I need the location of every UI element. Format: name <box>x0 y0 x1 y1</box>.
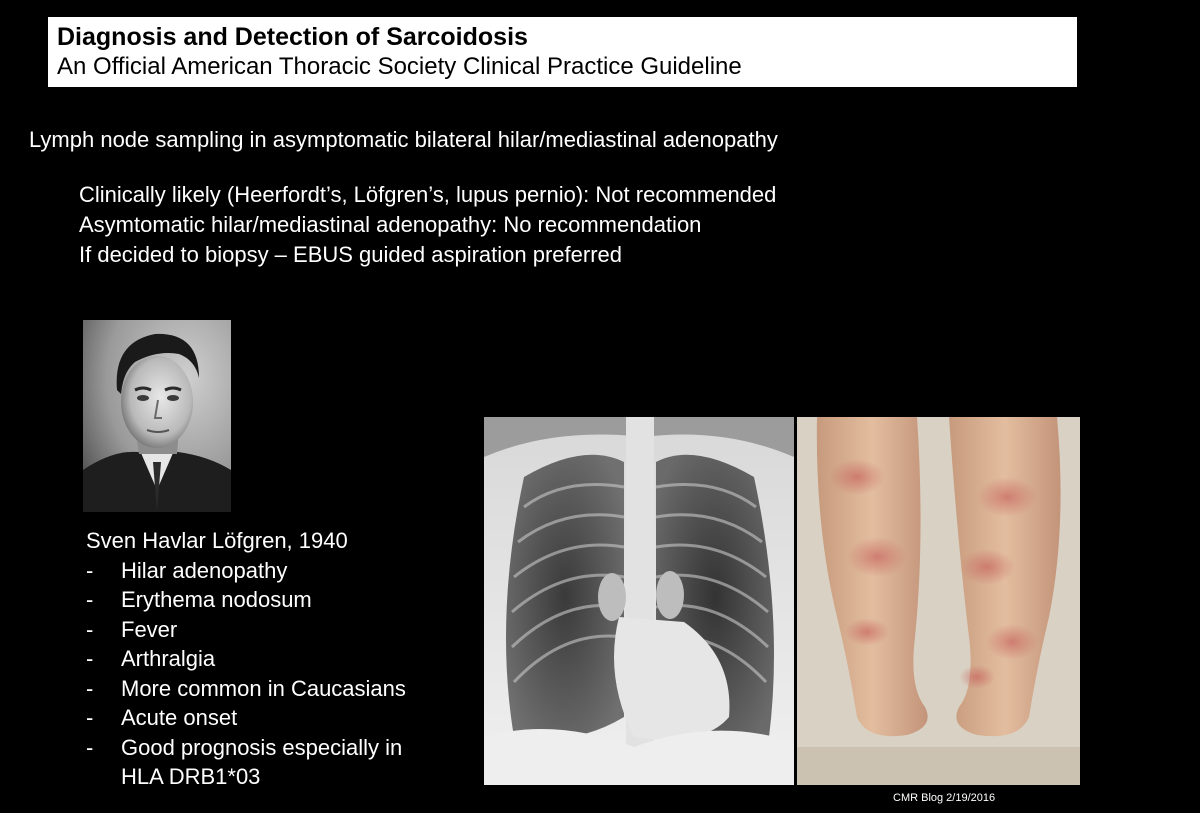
title-box <box>48 17 1077 87</box>
section-heading: Lymph node sampling in asymptomatic bilateral hilar/mediastinal adenopathy <box>29 127 778 152</box>
dash-marker: - <box>86 587 94 612</box>
image-credit: CMR Blog 2/19/2016 <box>893 792 996 804</box>
feature-item <box>86 556 406 586</box>
recommendation-item: Asymtomatic hilar/mediastinal adenopathy: No recommendation <box>79 212 702 237</box>
feature-text: Good prognosis especially in <box>121 734 403 760</box>
portrait-photo <box>83 320 231 512</box>
feature-text: Erythema nodosum <box>121 587 312 612</box>
recommendation-list <box>79 180 776 270</box>
feature-text: HLA DRB1*03 <box>121 764 261 789</box>
feature-item <box>86 703 406 733</box>
slide-subtitle: An Official American Thoracic Society Clinical Practice Guideline <box>57 53 742 80</box>
dash-marker: - <box>86 616 94 642</box>
feature-item <box>86 615 406 645</box>
feature-text: Hilar adenopathy <box>121 557 288 583</box>
erythema-nodosum-photo <box>797 417 1080 785</box>
recommendation-item: Clinically likely (Heerfordt’s, Löfgren’s, lupus pernio): Not recommended <box>79 182 777 207</box>
feature-item-continuation <box>86 762 406 792</box>
feature-item <box>86 644 406 674</box>
feature-item <box>86 674 406 704</box>
bio-title: Sven Havlar Löfgren, 1940 <box>86 528 348 553</box>
feature-text: Fever <box>121 616 178 642</box>
dash-marker: - <box>86 734 94 760</box>
dash-marker: - <box>86 646 94 671</box>
recommendation-item: If decided to biopsy – EBUS guided aspiration preferred <box>79 242 622 267</box>
feature-item <box>86 733 406 763</box>
feature-list <box>86 556 406 792</box>
slide-title: Diagnosis and Detection of Sarcoidosis <box>57 23 528 51</box>
chest-xray-image <box>484 417 794 785</box>
dash-marker: - <box>86 557 94 583</box>
dash-marker: - <box>86 705 94 730</box>
bio-block <box>86 526 406 792</box>
feature-item <box>86 585 406 615</box>
feature-text: Acute onset <box>121 705 238 730</box>
feature-text: More common in Caucasians <box>121 675 406 701</box>
dash-marker: - <box>86 675 94 701</box>
feature-text: Arthralgia <box>121 646 216 671</box>
